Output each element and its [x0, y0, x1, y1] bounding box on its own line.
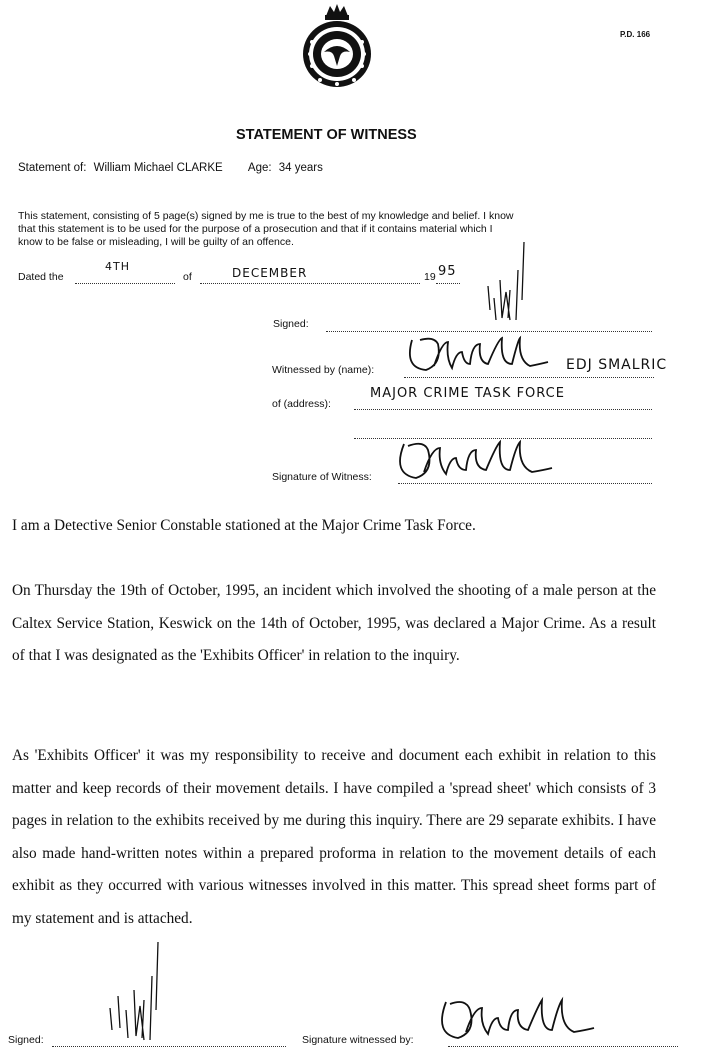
year-suffix: 95	[438, 264, 457, 279]
signed-field	[326, 330, 652, 332]
page-title: STATEMENT OF WITNESS	[236, 127, 417, 143]
declaration-line-2: that this statement is to be used for the purpose of a prosecution and that if it contains material which I	[18, 223, 493, 235]
footer-witness-signature	[440, 996, 600, 1046]
address-field	[354, 408, 652, 410]
witness-address: MAJOR CRIME TASK FORCE	[370, 386, 565, 401]
paragraph-2: On Thursday the 19th of October, 1995, an incident which involved the shooting of a male person at the Caltex Service Station, Keswick on the 14th of October, 1995, was declared a Major Crime. As a result of that I was designated as the 'Exhibits Officer' in relation to the inquiry.	[12, 582, 656, 664]
witness-name: EDJ SMALRIC	[566, 357, 668, 373]
day-value: 4TH	[105, 260, 130, 273]
day-field	[75, 282, 175, 284]
paragraph-1: I am a Detective Senior Constable stationed at the Major Crime Task Force.	[12, 517, 476, 534]
footer-signed-field	[52, 1045, 286, 1047]
age-value: 34 years	[278, 162, 323, 174]
footer-signature-witnessed-label: Signature witnessed by:	[302, 1034, 414, 1046]
dated-label: Dated the	[18, 271, 64, 283]
witness-signature-1	[408, 334, 558, 378]
witness-signature-2	[398, 438, 558, 486]
month-field	[200, 282, 420, 284]
maker-signature-top	[470, 240, 530, 330]
statement-of-row	[18, 162, 323, 174]
footer-maker-signature	[96, 940, 166, 1048]
form-code: P.D. 166	[620, 30, 651, 39]
police-crest-icon	[300, 2, 374, 90]
footer-signed-label: Signed:	[8, 1034, 44, 1046]
witness-full-name: William Michael CLARKE	[93, 162, 223, 174]
witnessed-by-label: Witnessed by (name):	[272, 364, 375, 376]
age-label: Age:	[247, 162, 272, 174]
of-label: of	[183, 271, 192, 283]
signed-label: Signed:	[273, 318, 309, 330]
declaration-line-1: This statement, consisting of 5 page(s) signed by me is true to the best of my knowledge and belief. I know	[18, 210, 514, 222]
statement-of-label: Statement of:	[18, 162, 87, 174]
year-field	[436, 282, 460, 284]
signature-of-witness-label: Signature of Witness:	[272, 471, 372, 483]
paragraph-3: As 'Exhibits Officer' it was my responsibility to receive and document each exhibit in relation to this matter and keep records of their movement details. I have compiled a 'spread sheet' which consists of 3 pages in relation to the exhibits received by me during this inquiry. There are 29 separate exhibits. I have also made hand-written notes within a prepared proforma in relation to the movement details of each exhibit as they occurred with various witnesses involved in this matter. This spread sheet forms part of my statement and is attached.	[12, 747, 656, 927]
address-label: of (address):	[272, 398, 331, 410]
month-value: DECEMBER	[232, 266, 308, 280]
year-prefix: 19	[424, 271, 436, 283]
declaration-line-3: know to be false or misleading, I will be guilty of an offence.	[18, 236, 294, 248]
